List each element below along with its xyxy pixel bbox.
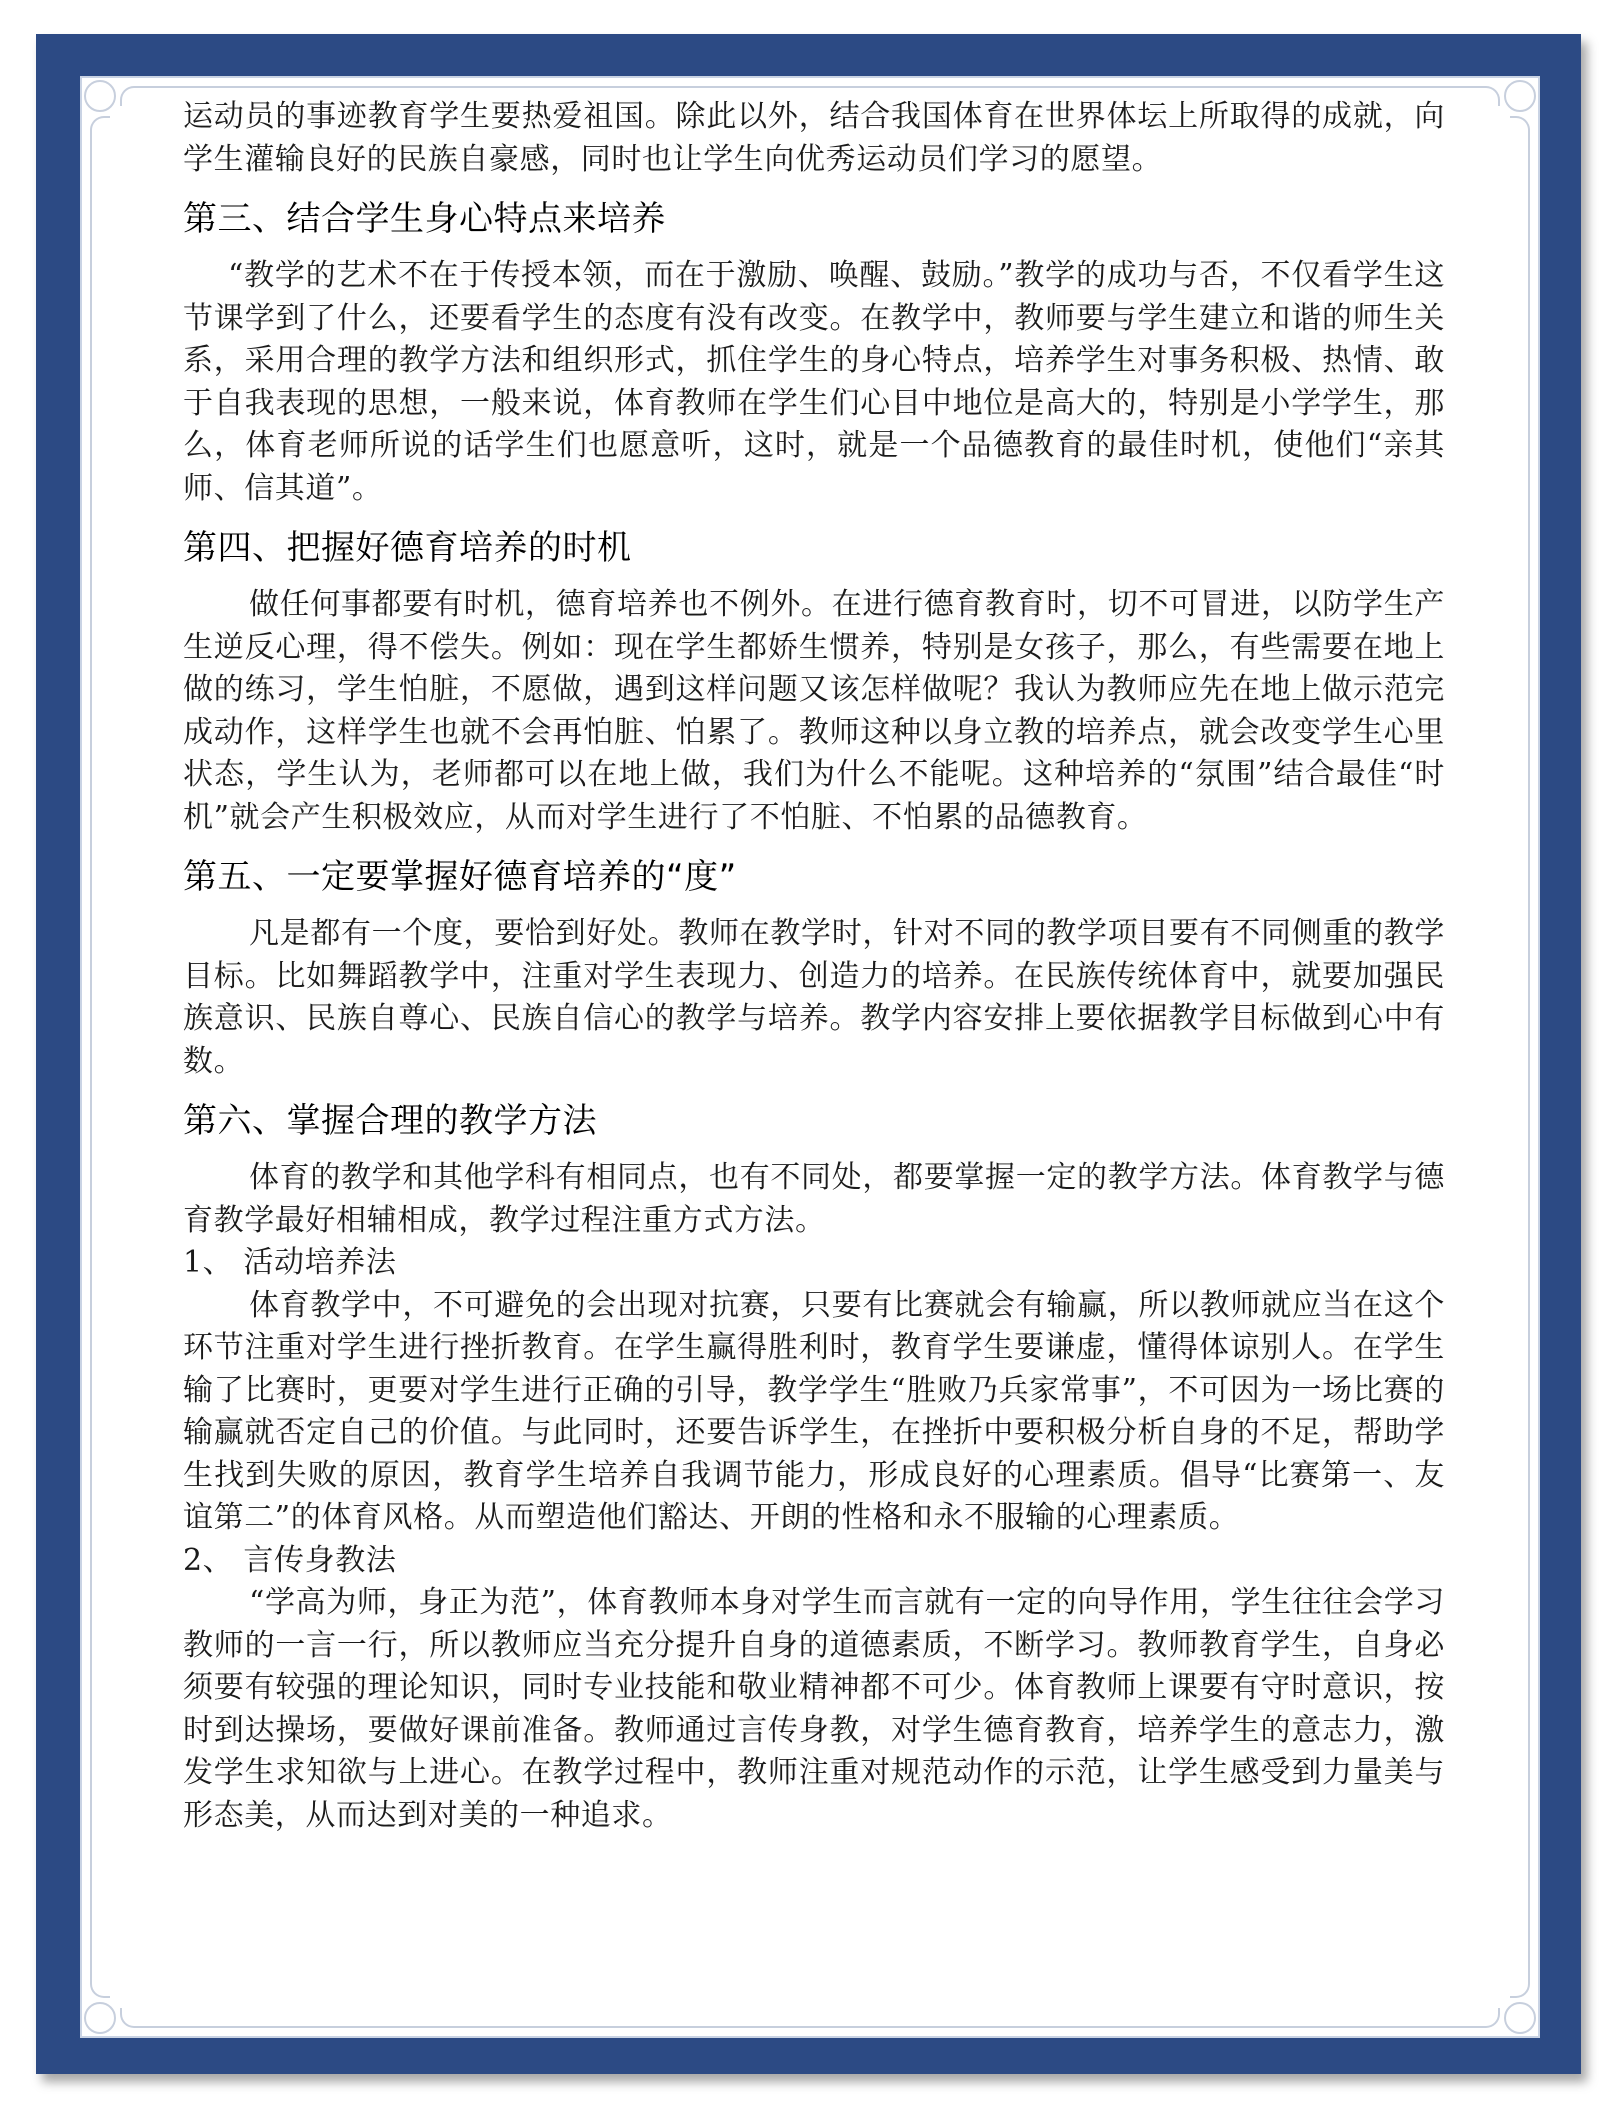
document-body — [183, 96, 1445, 1837]
border-ornament-bottom — [120, 2008, 1500, 2028]
section-heading-5: 第五、一定要掌握好德育培养的“度” — [183, 857, 737, 897]
section-paragraph-3: “教学的艺术不在于传授本领，而在于激励、唤醒、鼓励。”教学的成功与否，不仅看学生这节课学到了什么，还要看学生的态度有没有改变。在教学中，教师要与学生建立和谐的师生关系，采用合理的教学方法和组织形式，抓住学生的身心特点，培养学生对事务积极、热情、敢于自我表现的思想，一般来说，体育教师在学生们心目中地位是高大的，特别是小学学生，那么，体育老师所说的话学生们也愿意听，这时，就是一个品德教育的最佳时机，使他们“亲其师、信其道”。 — [183, 258, 1445, 506]
method-paragraph-2: “学高为师，身正为范”，体育教师本身对学生而言就有一定的向导作用，学生往往会学习教师的一言一行，所以教师应当充分提升自身的道德素质，不断学习。教师教育学生，自身必须要有较强的理论知识，同时专业技能和敬业精神都不可少。体育教师上课要有守时意识，按时到达操场，要做好课前准备。教师通过言传身教，对学生德育教育，培养学生的意志力，激发学生求知欲与上进心。在教学过程中，教师注重对规范动作的示范，让学生感受到力量美与形态美，从而达到对美的一种追求。 — [183, 1585, 1445, 1833]
corner-ornament — [84, 2002, 116, 2034]
section-paragraph-5: 凡是都有一个度，要恰到好处。教师在教学时，针对不同的教学项目要有不同侧重的教学目标。比如舞蹈教学中，注重对学生表现力、创造力的培养。在民族传统体育中，就要加强民族意识、民族自尊心、民族自信心的教学与培养。教学内容安排上要依据教学目标做到心中有数。 — [183, 916, 1445, 1079]
method-title-2: 2、 言传身教法 — [183, 1542, 397, 1578]
border-ornament-left — [90, 116, 110, 1998]
section-heading-3: 第三、结合学生身心特点来培养 — [183, 199, 666, 239]
corner-ornament — [1504, 2002, 1536, 2034]
section-paragraph-6: 体育的教学和其他学科有相同点，也有不同处，都要掌握一定的教学方法。体育教学与德育教学最好相辅相成，教学过程注重方式方法。 — [183, 1160, 1445, 1238]
section-heading-6: 第六、掌握合理的教学方法 — [183, 1101, 597, 1141]
method-title-1: 1、 活动培养法 — [183, 1245, 397, 1280]
corner-ornament — [84, 80, 116, 112]
section-paragraph-4: 做任何事都要有时机，德育培养也不例外。在进行德育教育时，切不可冒进，以防学生产生逆反心理，得不偿失。例如：现在学生都娇生惯养，特别是女孩子，那么，有些需要在地上做的练习，学生怕脏，不愿做，遇到这样问题又该怎样做呢？我认为教师应先在地上做示范完成动作，这样学生也就不会再怕脏、怕累了。教师这种以身立教的培养点，就会改变学生心里状态，学生认为，老师都可以在地上做，我们为什么不能呢。这种培养的“氛围”结合最佳“时机”就会产生积极效应，从而对学生进行了不怕脏、不怕累的品德教育。 — [183, 587, 1445, 835]
intro-paragraph: 运动员的事迹教育学生要热爱祖国。除此以外，结合我国体育在世界体坛上所取得的成就，向学生灌输良好的民族自豪感，同时也让学生向优秀运动员们学习的愿望。 — [183, 99, 1445, 177]
border-ornament-right — [1510, 116, 1530, 1998]
section-heading-4: 第四、把握好德育培养的时机 — [183, 528, 632, 568]
corner-ornament — [1504, 80, 1536, 112]
method-paragraph-1: 体育教学中，不可避免的会出现对抗赛，只要有比赛就会有输赢，所以教师就应当在这个环节注重对学生进行挫折教育。在学生赢得胜利时，教育学生要谦虚，懂得体谅别人。在学生输了比赛时，更要对学生进行正确的引导，教学学生“胜败乃兵家常事”，不可因为一场比赛的输赢就否定自己的价值。与此同时，还要告诉学生，在挫折中要积极分析自身的不足，帮助学生找到失败的原因，教育学生培养自我调节能力，形成良好的心理素质。倡导“比赛第一、友谊第二”的体育风格。从而塑造他们豁达、开朗的性格和永不服输的心理素质。 — [183, 1287, 1445, 1535]
